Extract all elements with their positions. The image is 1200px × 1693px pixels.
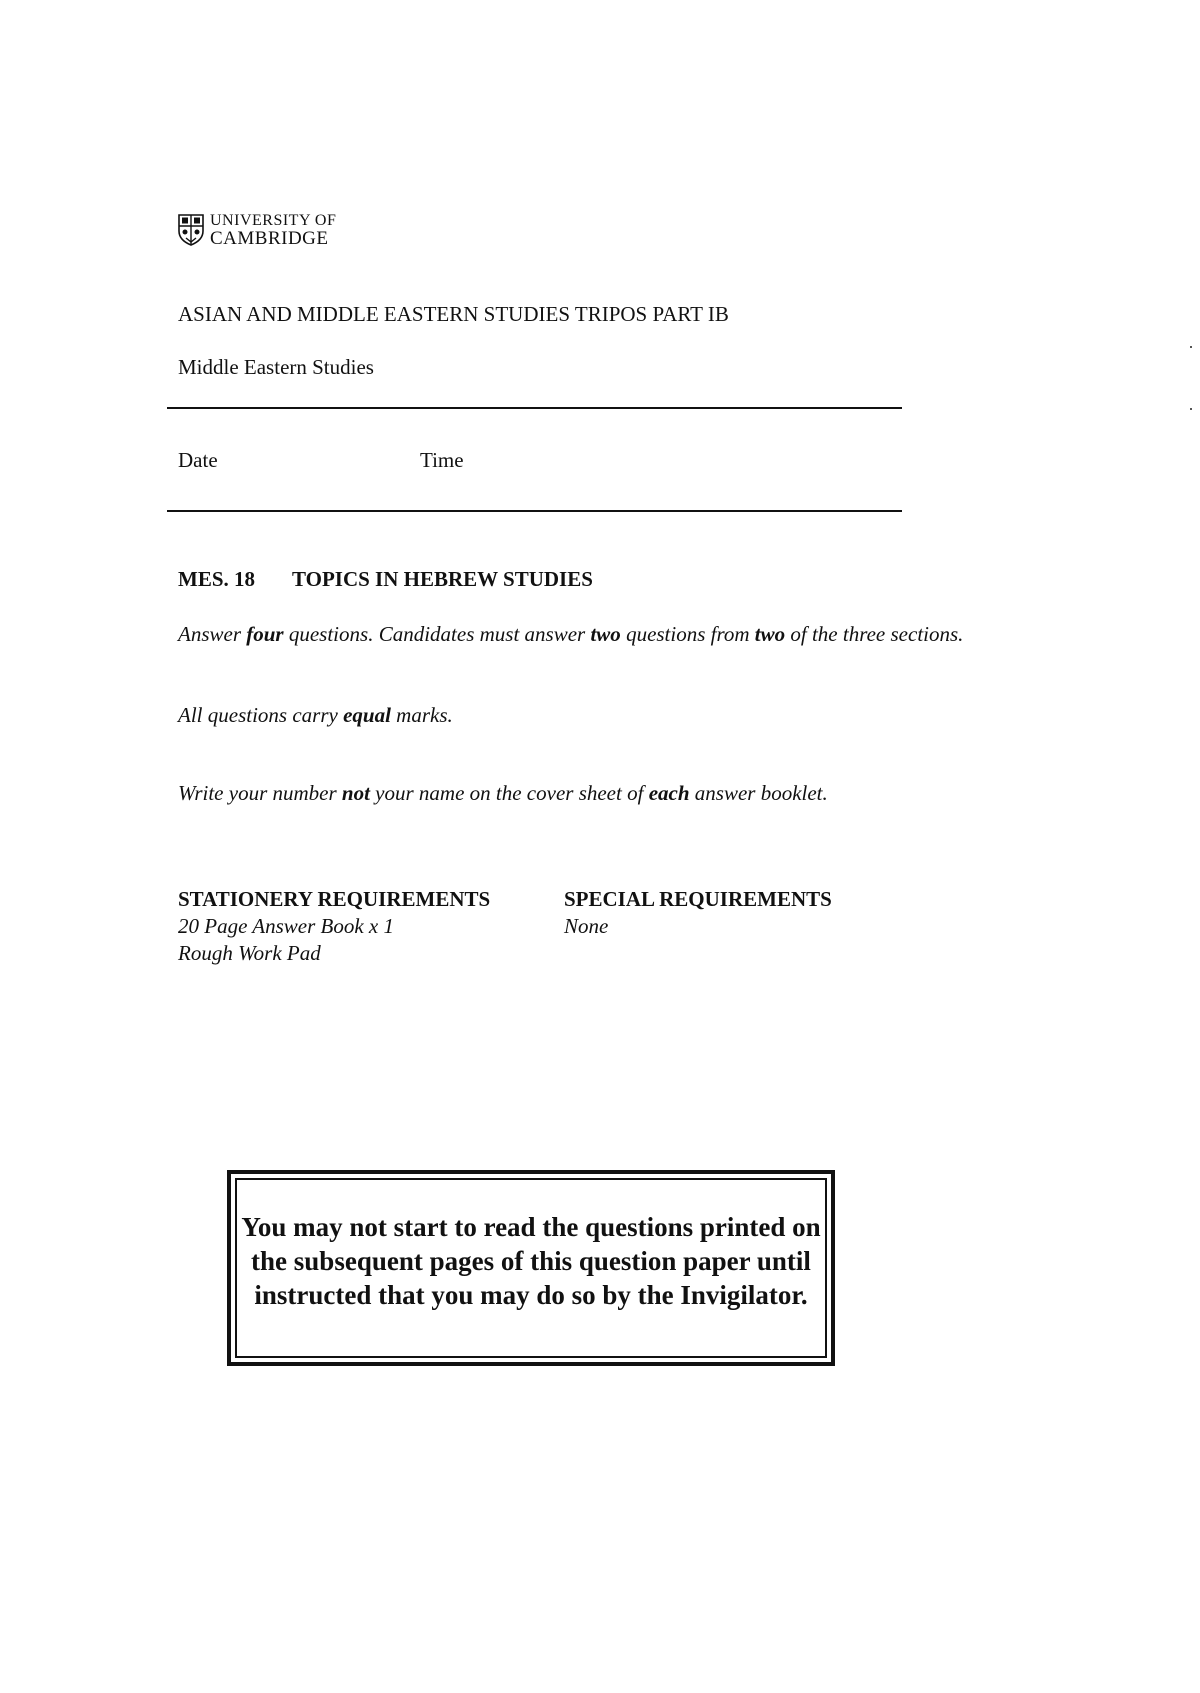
course-title: TOPICS IN HEBREW STUDIES <box>292 567 593 591</box>
instr-text: Write your number <box>178 781 342 805</box>
date-label: Date <box>178 448 218 472</box>
instruction-cover-sheet <box>178 781 828 806</box>
scan-mark <box>1190 408 1192 410</box>
instruction-marks <box>178 703 453 728</box>
instr-text: questions from <box>620 622 755 646</box>
instruction-answer-count <box>178 621 1033 647</box>
instr-text: of the three sections. <box>785 622 964 646</box>
invigilator-notice: You may not start to read the questions printed on the subsequent pages of this question paper until instructed that you may do so by the Invigilator. <box>241 1212 821 1310</box>
special-item: None <box>564 914 609 938</box>
crest-icon <box>178 214 204 246</box>
instr-text: marks. <box>390 703 453 727</box>
subject-name: Middle Eastern Studies <box>178 355 374 379</box>
instr-emphasis: two <box>754 622 786 646</box>
divider-top <box>167 407 902 409</box>
instr-emphasis: equal <box>343 703 391 727</box>
scan-mark <box>1190 346 1192 348</box>
instr-emphasis: not <box>341 781 370 805</box>
university-logo <box>178 212 336 248</box>
instr-emphasis: two <box>590 622 621 646</box>
notice-inner-border <box>235 1178 827 1358</box>
instr-text: questions. Candidates must answer <box>283 622 591 646</box>
logo-line-1: UNIVERSITY OF <box>210 211 337 229</box>
instr-text: Answer <box>178 622 247 646</box>
instr-emphasis: four <box>246 622 284 646</box>
instr-text: your name on the cover sheet of <box>369 781 649 805</box>
tripos-title: ASIAN AND MIDDLE EASTERN STUDIES TRIPOS PART IB <box>178 302 729 326</box>
instr-emphasis: each <box>648 781 690 805</box>
invigilator-notice-box <box>227 1170 835 1366</box>
time-label: Time <box>420 448 464 472</box>
logo-wordmark <box>210 213 336 248</box>
instr-text: answer booklet. <box>689 781 828 805</box>
special-heading: SPECIAL REQUIREMENTS <box>564 887 832 911</box>
logo-line-2: CAMBRIDGE <box>210 227 329 249</box>
divider-bottom <box>167 510 902 512</box>
stationery-heading: STATIONERY REQUIREMENTS <box>178 887 491 911</box>
stationery-item: Rough Work Pad <box>178 941 321 965</box>
instr-text: All questions carry <box>178 703 344 727</box>
stationery-item: 20 Page Answer Book x 1 <box>178 914 394 938</box>
course-code: MES. 18 <box>178 567 256 591</box>
